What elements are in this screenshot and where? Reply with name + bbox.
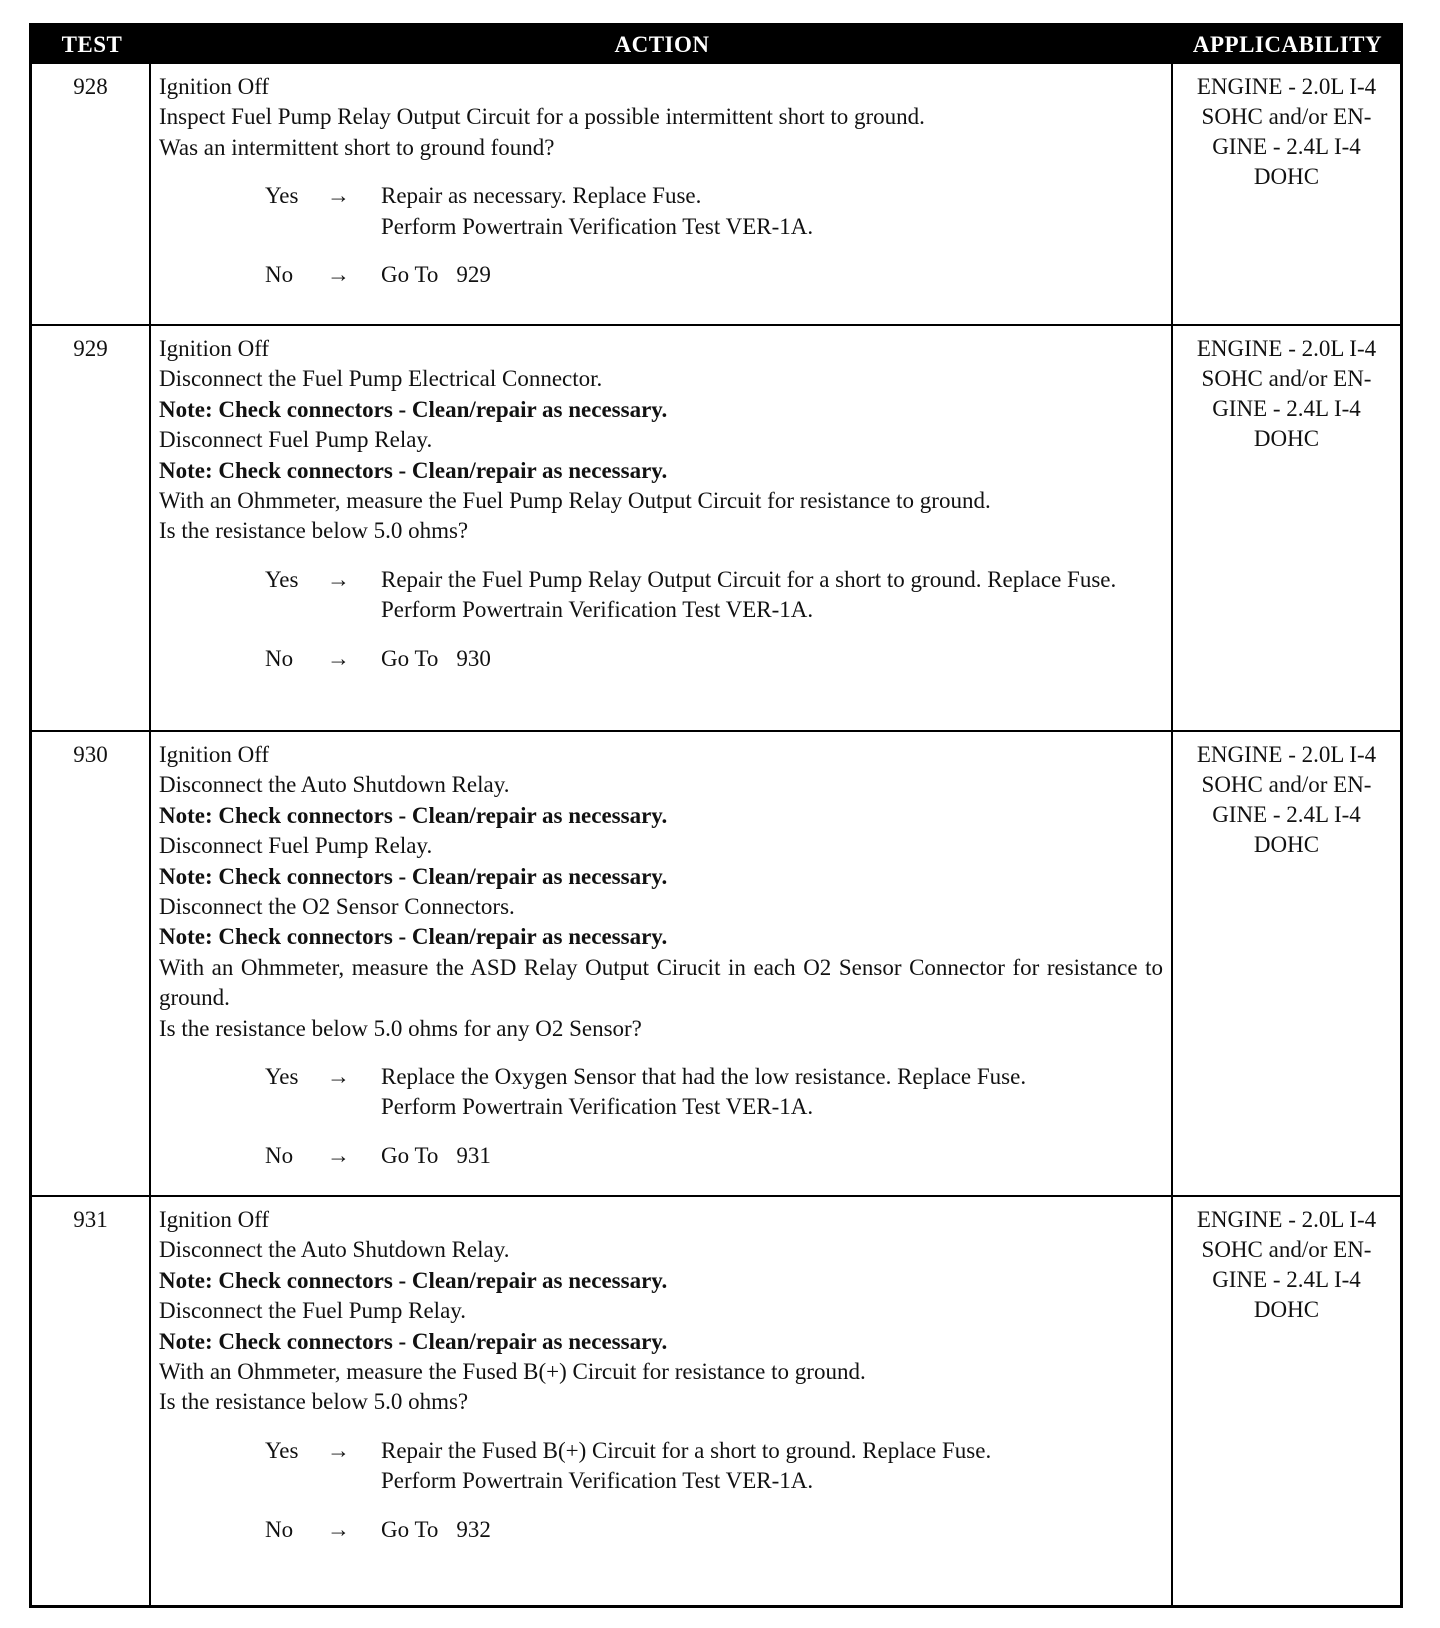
goto-text: Go To — [381, 1516, 439, 1542]
table-header — [32, 26, 1400, 64]
action-step: Was an intermittent short to ground found? — [159, 134, 555, 160]
applicability-cell: ENGINE - 2.0L I-4 SOHC and/or EN-GINE - 2.4L I-4 DOHC — [1196, 74, 1377, 189]
applicability-cell: ENGINE - 2.0L I-4 SOHC and/or EN-GINE - 2.4L I-4 DOHC — [1196, 742, 1377, 857]
action-step: Disconnect the Auto Shutdown Relay. — [159, 772, 510, 798]
yes-label: Yes — [265, 1064, 299, 1090]
action-step: Inspect Fuel Pump Relay Output Circuit for a possible intermittent short to ground. — [159, 104, 925, 130]
yes-result: Repair the Fused B(+) Circuit for a short to ground. Replace Fuse. — [381, 1437, 992, 1463]
no-label: No — [265, 262, 294, 288]
yes-branch — [159, 565, 1163, 626]
arrow-icon: → — [327, 1516, 350, 1542]
action-step: Is the resistance below 5.0 ohms for any O2 Sensor? — [159, 1015, 642, 1041]
action-step: Disconnect Fuel Pump Relay. — [159, 427, 433, 453]
yes-branch — [159, 181, 1163, 242]
action-step: Is the resistance below 5.0 ohms? — [159, 1389, 469, 1415]
header-test: TEST — [61, 32, 123, 57]
action-step: Ignition Off — [159, 74, 270, 99]
goto-target: 932 — [456, 1516, 491, 1542]
table-row — [32, 732, 1400, 1197]
action-step: Disconnect the Fuel Pump Relay. — [159, 1298, 467, 1324]
yes-result: Repair the Fuel Pump Relay Output Circuit for a short to ground. Replace Fuse. — [381, 566, 1117, 592]
yes-result: Replace the Oxygen Sensor that had the low resistance. Replace Fuse. — [381, 1064, 1027, 1090]
yes-label: Yes — [265, 566, 299, 592]
action-cell — [151, 1197, 1173, 1605]
yes-branch — [159, 1436, 1163, 1497]
action-step: Disconnect the O2 Sensor Connectors. — [159, 894, 515, 920]
action-step: With an Ohmmeter, measure the ASD Relay Output Cirucit in each O2 Sensor Connector for resistance to ground. — [159, 954, 1163, 1011]
table-row — [32, 326, 1400, 732]
applicability-cell: ENGINE - 2.0L I-4 SOHC and/or EN-GINE - 2.4L I-4 DOHC — [1196, 1207, 1377, 1322]
action-cell — [151, 732, 1173, 1195]
no-branch — [159, 1141, 1163, 1171]
goto-target: 931 — [456, 1142, 491, 1168]
action-step: Disconnect Fuel Pump Relay. — [159, 833, 433, 859]
action-note: Note: Check connectors - Clean/repair as necessary. — [159, 396, 668, 422]
action-step: Ignition Off — [159, 336, 270, 361]
no-label: No — [265, 1142, 294, 1168]
action-step: Disconnect the Auto Shutdown Relay. — [159, 1237, 510, 1263]
no-branch — [159, 644, 1163, 674]
applicability-cell: ENGINE - 2.0L I-4 SOHC and/or EN-GINE - 2.4L I-4 DOHC — [1196, 336, 1377, 451]
table-row — [32, 1197, 1400, 1605]
yes-label: Yes — [265, 1437, 299, 1463]
action-step: With an Ohmmeter, measure the Fused B(+) Circuit for resistance to ground. — [159, 1359, 866, 1385]
table-body — [32, 64, 1400, 1605]
action-note: Note: Check connectors - Clean/repair as necessary. — [159, 1328, 668, 1354]
goto-text: Go To — [381, 262, 439, 288]
diagnostic-table — [29, 23, 1403, 1608]
goto-text: Go To — [381, 645, 439, 671]
action-note: Note: Check connectors - Clean/repair as necessary. — [159, 457, 668, 483]
answers — [159, 1436, 1163, 1545]
goto-target: 930 — [456, 645, 491, 671]
no-label: No — [265, 645, 294, 671]
arrow-icon: → — [327, 566, 350, 592]
action-note: Note: Check connectors - Clean/repair as necessary. — [159, 924, 668, 950]
arrow-icon: → — [327, 1142, 350, 1168]
test-number: 930 — [32, 732, 151, 1195]
goto-target: 929 — [456, 262, 491, 288]
yes-label: Yes — [265, 183, 299, 209]
no-label: No — [265, 1516, 294, 1542]
answers — [159, 181, 1163, 290]
header-action: ACTION — [614, 32, 710, 57]
goto-text: Go To — [381, 1142, 439, 1168]
answers — [159, 565, 1163, 674]
action-note: Note: Check connectors - Clean/repair as necessary. — [159, 1267, 668, 1293]
answers — [159, 1062, 1163, 1171]
test-number: 929 — [32, 326, 151, 730]
action-step: Disconnect the Fuel Pump Electrical Connector. — [159, 366, 603, 392]
test-number: 928 — [32, 64, 151, 324]
arrow-icon: → — [327, 645, 350, 671]
action-step: Is the resistance below 5.0 ohms? — [159, 518, 469, 544]
yes-result: Perform Powertrain Verification Test VER-1A. — [381, 1468, 814, 1494]
action-step: With an Ohmmeter, measure the Fuel Pump Relay Output Circuit for resistance to ground. — [159, 488, 991, 514]
action-cell — [151, 64, 1173, 324]
yes-result: Perform Powertrain Verification Test VER-1A. — [381, 213, 814, 239]
header-applicability: APPLICABILITY — [1192, 32, 1383, 57]
yes-result: Perform Powertrain Verification Test VER-1A. — [381, 1094, 814, 1120]
no-branch — [159, 1515, 1163, 1545]
no-branch — [159, 260, 1163, 290]
table-row — [32, 64, 1400, 326]
action-step: Ignition Off — [159, 1207, 270, 1232]
arrow-icon: → — [327, 262, 350, 288]
yes-result: Repair as necessary. Replace Fuse. — [381, 183, 702, 209]
arrow-icon: → — [327, 1064, 350, 1090]
yes-branch — [159, 1062, 1163, 1123]
arrow-icon: → — [327, 1437, 350, 1463]
action-cell — [151, 326, 1173, 730]
action-step: Ignition Off — [159, 742, 270, 767]
arrow-icon: → — [327, 183, 350, 209]
action-note: Note: Check connectors - Clean/repair as necessary. — [159, 802, 668, 828]
action-note: Note: Check connectors - Clean/repair as necessary. — [159, 863, 668, 889]
test-number: 931 — [32, 1197, 151, 1605]
yes-result: Perform Powertrain Verification Test VER-1A. — [381, 597, 814, 623]
